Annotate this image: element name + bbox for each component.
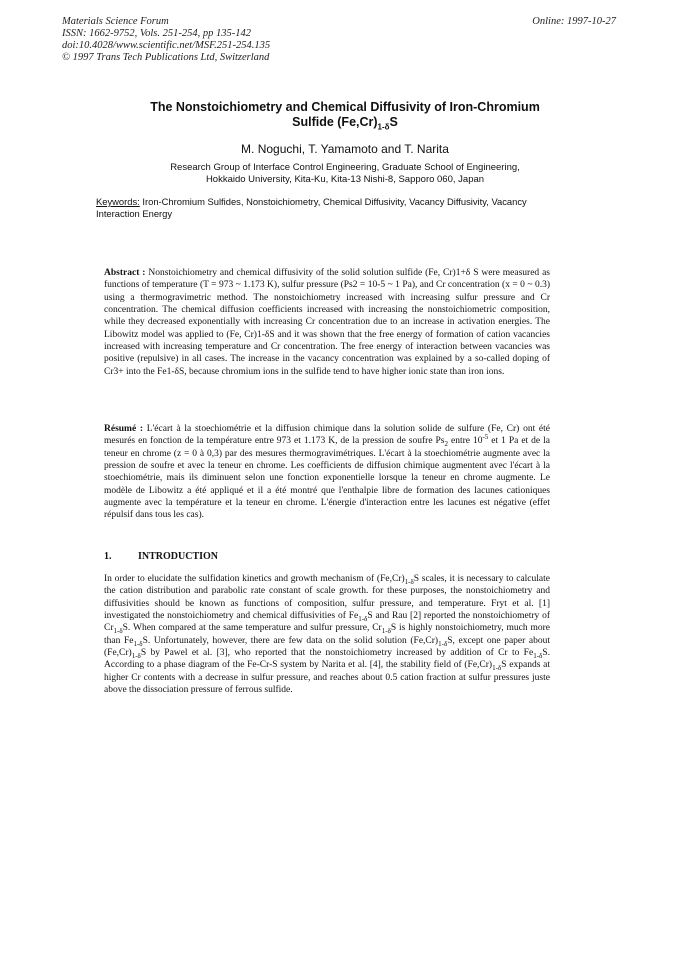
title-line-1: The Nonstoichiometry and Chemical Diffusivity of Iron-Chromium [150, 100, 540, 114]
resume-text-1: L'écart à la stoechiométrie et la diffusion chimique dans la solution solide de sulfure (Fe, Cr) ont été mesurés en fonction de la température entre 973 et 1.173 K, de la pression de soufre Ps [104, 424, 550, 447]
resume-sup-1: -5 [482, 433, 489, 442]
resume-label: Résumé : [104, 424, 144, 434]
online-date: Online: 1997-10-27 [532, 16, 616, 27]
journal-header [62, 16, 270, 64]
intro-sub: 1-δ [492, 664, 502, 673]
abstract [104, 267, 550, 378]
intro-sub: 1-δ [381, 627, 391, 636]
resume [104, 423, 550, 522]
affiliation [90, 162, 600, 186]
affiliation-line-2: Hokkaido University, Kita-Ku, Kita-13 Nishi-8, Sapporo 060, Japan [205, 174, 485, 185]
doi-line: doi:10.4028/www.scientific.net/MSF.251-254.135 [62, 40, 271, 51]
intro-text-10: S expands at higher Cr contents with a decrease in sulfur pressure, and reaches about 0.5 cation fraction at sulfur pressures juste above the dissociation pressure of ferrous sulfide. [104, 660, 550, 696]
intro-text-4: S. When compared at the same temperature and sulfur pressure, Cr [122, 623, 382, 634]
intro-text-8: S by Pawel et al. [3], who reported that the nonstoichiometry increased by addition of Cr to Fe [140, 648, 534, 659]
intro-text-7: S, except one paper about (Fe,Cr) [104, 635, 550, 659]
intro-sub: 1-δ [533, 651, 543, 660]
keywords [96, 196, 552, 220]
paper-title [90, 100, 600, 130]
section-number: 1. [104, 551, 112, 562]
intro-text-9: S. According to a phase diagram of the Fe-Cr-S system by Narita et al. [4], the stability field of (Fe,Cr) [104, 648, 550, 671]
abstract-text: Nonstoichiometry and chemical diffusivity of the solid solution sulfide (Fe, Cr)1+δ S were measured as functions of temperature (T = 973 ~ 1.173 K), sulfur pressure (Ps2 = 10-5 ~ 1 Pa), and Cr concentration (x = 0 ~ 0.3) using a thermogravimetric method. The nonstoichiometry increased with increasing sulfur pressure and Cr concentration. The chemical diffusion coefficients increased with increasing the nonstoichiometric composition, while they decreased exponentially with increasing Cr concentration due to an increase in activation energies. The Libowitz model was applied to (Fe, Cr)1-δS and it was shown that the free energy of formation of cation vacancies increased with increasing temperature and Cr concentration. The free energy of interaction between vacancies was positive (repulsive) in all cases. The increase in the vacancy concentration was explained by a so-called doping of Cr3+ into the Fe1-δS, because chromium ions in the sulfide tend to have higher ionic state than iron ions. [104, 268, 550, 377]
intro-text-6: S. Unfortunately, however, there are few data on the solid solution (Fe,Cr) [142, 635, 439, 646]
intro-text-2: S scales, it is necessary to calculate the cation distribution and parabolic rate constant of scale growth. for these purposes, the nonstoichiometry and diffusivities should be known as functions of composition, sulfur pressure, and temperature. Fryt et al. [1] investigated the nonstoichiometry and chemical diffusivities of Fe [104, 574, 550, 622]
keywords-label: Keywords: [96, 196, 140, 207]
section-heading-introduction [104, 551, 218, 562]
resume-text-2: entre 10 [448, 436, 483, 447]
intro-sub: 1-δ [358, 614, 368, 623]
section-title: INTRODUCTION [138, 551, 219, 562]
intro-sub: 1-δ [438, 639, 448, 648]
authors: M. Noguchi, T. Yamamoto and T. Narita [241, 142, 449, 156]
abstract-label: Abstract : [104, 268, 146, 278]
issn-line: ISSN: 1662-9752, Vols. 251-254, pp 135-142 [62, 28, 251, 39]
intro-text-1: In order to elucidate the sulfidation kinetics and growth mechanism of (Fe,Cr) [104, 574, 405, 584]
affiliation-line-1: Research Group of Interface Control Engineering, Graduate School of Engineering, [170, 162, 520, 173]
title-formula-suffix: S [389, 115, 398, 129]
intro-text-5: S is highly nonstoichiometry, much more than Fe [104, 623, 551, 646]
title-formula-subscript: 1-δ [377, 122, 390, 132]
title-formula-prefix: Sulfide (Fe,Cr) [292, 115, 378, 129]
copyright-line: © 1997 Trans Tech Publications Ltd, Switzerland [62, 52, 270, 63]
title-line-2 [90, 115, 600, 130]
journal-name: Materials Science Forum [62, 16, 169, 27]
introduction-paragraph [104, 573, 550, 696]
intro-sub: 1-δ [133, 639, 143, 648]
intro-sub: 1-δ [131, 651, 141, 660]
keywords-text: Iron-Chromium Sulfides, Nonstoichiometry, Chemical Diffusivity, Vacancy Diffusivity, Vacancy Interaction Energy [96, 196, 527, 219]
intro-sub: 1-δ [113, 627, 123, 636]
intro-text-3: S and Rau [2] reported the nonstoichiometry of Cr [104, 611, 550, 634]
intro-sub: 1-δ [404, 577, 414, 586]
resume-sub-1: 2 [444, 440, 449, 449]
resume-text-3: et 1 Pa et de la teneur en chrome (z = 0 à 0,3) par des mesures thermogravimétriques. L'écart à la stoechiométrie augmente avec la pression de soufre et avec la teneur en chrome. Les coefficients de diffusion chimique augmentent avec l'écart à la stoechiométrie, mais ils diminuent selon une fonction exponentielle lorsque la teneur en chrome augmente. Le modèle de Libowitz a été appliqué et il a été montré que l'enthalpie libre de formation des lacunes cationiques augmente avec la température et la teneur en chrome. L'énergie d'interaction entre les lacunes est négative (effet répulsif dans tous les cas). [104, 436, 550, 521]
